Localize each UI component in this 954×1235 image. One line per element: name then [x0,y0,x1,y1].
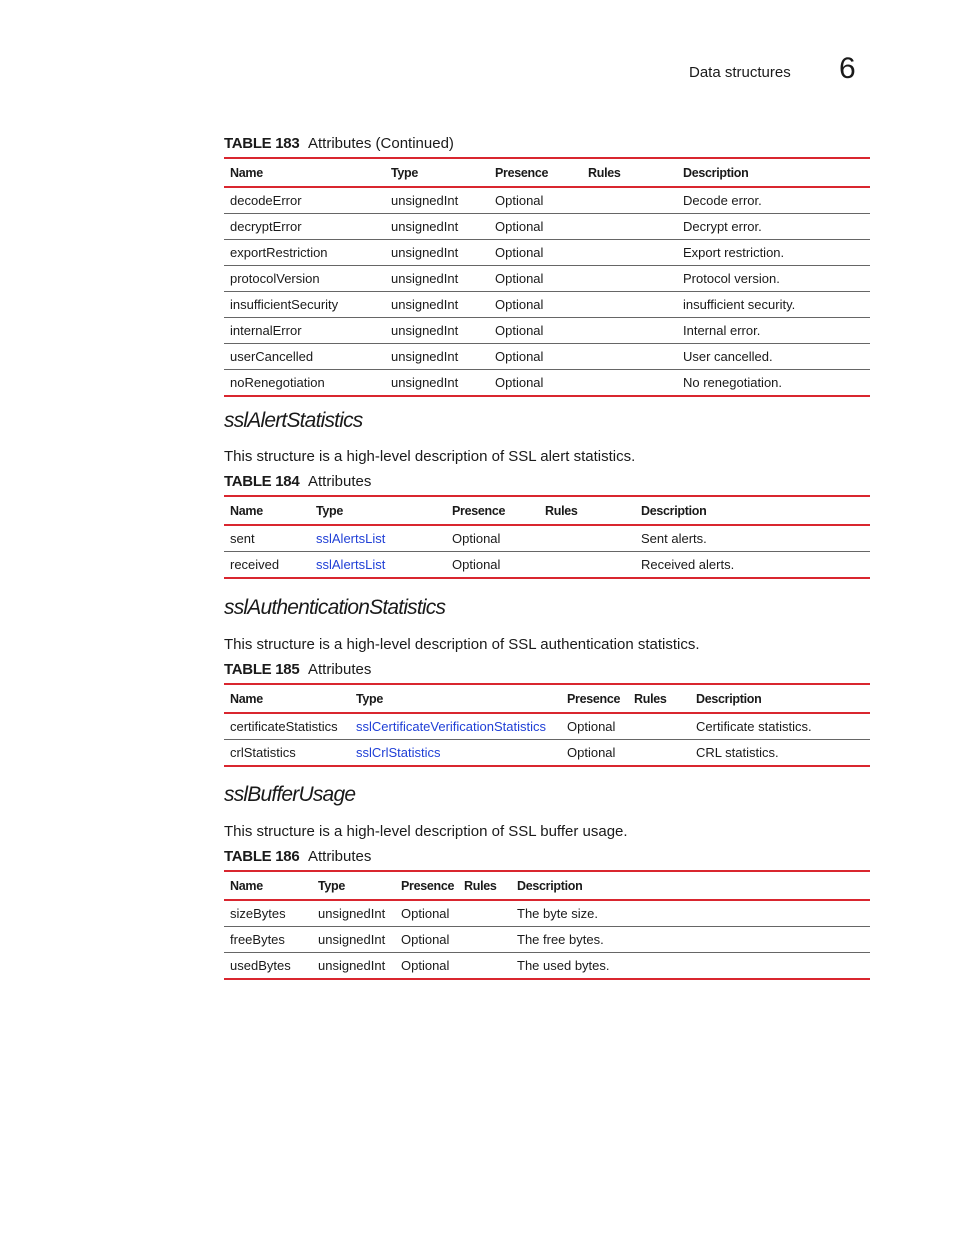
table-row [224,292,870,318]
table-row [224,900,870,927]
cell-type: unsignedInt [385,292,489,318]
column-header-rules: Rules [458,871,511,900]
table-row [224,525,870,552]
section-description: This structure is a high-level description of SSL authentication statistics. [224,636,700,653]
cell-presence: Optional [489,240,582,266]
table-title: Attributes [308,848,372,865]
type-link[interactable]: sslAlertsList [316,557,386,572]
cell-rules [458,953,511,980]
table-number: TABLE 184 [224,473,300,490]
cell-description: Sent alerts. [635,525,870,552]
cell-description: Export restriction. [677,240,870,266]
table-block-185 [224,660,870,767]
cell-presence: Optional [446,525,539,552]
cell-rules [582,292,677,318]
table-header-row [224,871,870,900]
table-caption [224,472,870,492]
cell-name: crlStatistics [230,745,296,760]
table-row [224,187,870,214]
column-header-name: Name [224,684,350,713]
column-header-description: Description [511,871,870,900]
table-title: Attributes [308,661,372,678]
cell-presence: Optional [489,214,582,240]
cell-type: unsignedInt [385,214,489,240]
cell-name: usedBytes [230,958,291,973]
cell-name: received [230,557,280,572]
attributes-table [224,683,870,767]
table-row [224,344,870,370]
table-row [224,240,870,266]
column-header-presence: Presence [561,684,628,713]
table-caption [224,660,870,680]
cell-name: sent [224,525,310,552]
column-header-rules: Rules [539,496,635,525]
cell-description: insufficient security. [677,292,870,318]
column-header-description: Description [677,158,870,187]
cell-name: exportRestriction [224,240,385,266]
cell-description: CRL statistics. [696,745,779,760]
attributes-table [224,870,870,980]
cell-type: unsignedInt [318,958,386,973]
cell-description: The byte size. [511,900,870,927]
cell-presence: Optional [489,318,582,344]
column-header-type: Type [310,496,446,525]
cell-name: sizeBytes [224,900,312,927]
table-row [224,266,870,292]
cell-description: The free bytes. [511,927,870,953]
cell-type: unsignedInt [385,187,489,214]
cell-type: unsignedInt [385,266,489,292]
column-header-type: Type [312,871,395,900]
cell-rules [628,713,690,740]
cell-description: Decode error. [677,187,870,214]
chapter-number: 6 [839,52,856,85]
column-header-presence: Presence [489,158,582,187]
cell-description: Received alerts. [641,557,735,572]
cell-name: freeBytes [224,927,312,953]
table-row [224,214,870,240]
cell-presence: Optional [489,266,582,292]
table-row [224,713,870,740]
header-title: Data structures [689,64,791,81]
cell-name: protocolVersion [224,266,385,292]
section-heading: sslBufferUsage [224,783,356,806]
section-description: This structure is a high-level description of SSL buffer usage. [224,823,628,840]
cell-presence: Optional [495,375,544,390]
table-header-row [224,158,870,187]
cell-presence: Optional [567,745,616,760]
column-header-name: Name [224,158,385,187]
table-row [224,552,870,579]
column-header-rules: Rules [582,158,677,187]
cell-presence: Optional [489,292,582,318]
column-header-rules: Rules [628,684,690,713]
cell-rules [458,900,511,927]
cell-name: insufficientSecurity [224,292,385,318]
table-header-row [224,496,870,525]
table-block-183 [224,134,870,397]
cell-rules [582,344,677,370]
cell-type: unsignedInt [391,375,459,390]
cell-presence: Optional [395,900,458,927]
table-header-row [224,684,870,713]
cell-name: noRenegotiation [230,375,325,390]
cell-rules [458,927,511,953]
cell-description: No renegotiation. [683,375,783,390]
table-number: TABLE 186 [224,848,300,865]
cell-rules [582,240,677,266]
table-block-186 [224,847,870,980]
cell-presence: Optional [489,344,582,370]
cell-rules [582,187,677,214]
cell-description: Decrypt error. [677,214,870,240]
table-row [224,953,870,980]
column-header-presence: Presence [446,496,539,525]
column-header-description: Description [690,684,870,713]
type-link[interactable]: sslCrlStatistics [356,745,441,760]
cell-type: unsignedInt [312,927,395,953]
cell-name: certificateStatistics [224,713,350,740]
table-row [224,370,870,397]
attributes-table [224,157,870,397]
cell-rules [582,214,677,240]
cell-rules [582,266,677,292]
column-header-presence: Presence [395,871,458,900]
cell-presence: Optional [561,713,628,740]
cell-description: Certificate statistics. [690,713,870,740]
cell-name: internalError [224,318,385,344]
cell-presence: Optional [395,927,458,953]
section-heading: sslAuthenticationStatistics [224,596,446,619]
column-header-type: Type [350,684,561,713]
cell-rules [582,318,677,344]
table-number: TABLE 183 [224,135,300,152]
table-number: TABLE 185 [224,661,300,678]
section-description: This structure is a high-level description of SSL alert statistics. [224,448,636,465]
attributes-table [224,495,870,579]
cell-description: The used bytes. [517,958,610,973]
table-title: Attributes [308,473,372,490]
cell-type: unsignedInt [312,900,395,927]
cell-description: Protocol version. [677,266,870,292]
table-row [224,927,870,953]
table-title: Attributes (Continued) [308,135,454,152]
table-row [224,740,870,767]
type-link[interactable]: sslCertificateVerificationStatistics [350,713,561,740]
cell-type: unsignedInt [385,240,489,266]
cell-rules [582,370,677,397]
cell-name: userCancelled [224,344,385,370]
cell-type: unsignedInt [385,344,489,370]
column-header-name: Name [224,496,310,525]
cell-presence: Optional [489,187,582,214]
type-link[interactable]: sslAlertsList [310,525,446,552]
column-header-type: Type [385,158,489,187]
cell-name: decodeError [224,187,385,214]
column-header-description: Description [635,496,870,525]
section-heading: sslAlertStatistics [224,409,363,432]
table-caption [224,847,870,867]
table-row [224,318,870,344]
cell-name: decryptError [224,214,385,240]
cell-type: unsignedInt [385,318,489,344]
cell-description: Internal error. [677,318,870,344]
cell-presence: Optional [401,958,450,973]
column-header-name: Name [224,871,312,900]
cell-description: User cancelled. [677,344,870,370]
cell-rules [628,740,690,767]
cell-presence: Optional [452,557,501,572]
table-block-184 [224,472,870,579]
cell-rules [539,552,635,579]
table-caption [224,134,870,154]
cell-rules [539,525,635,552]
